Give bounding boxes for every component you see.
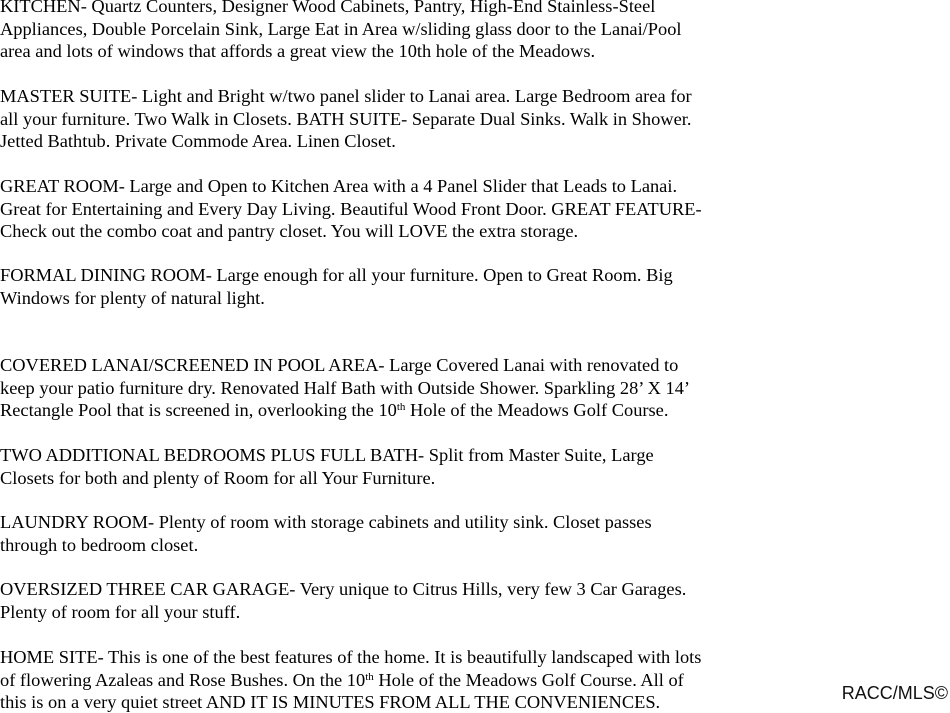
text-line: HOME SITE- This is one of the best features of the home. It is beautifully landscaped with lots (0, 647, 702, 667)
text-line: FORMAL DINING ROOM- Large enough for all your furniture. Open to Great Room. Big (0, 265, 673, 285)
paragraph-home-site (0, 646, 701, 713)
text-line: Great for Entertaining and Every Day Living. Beautiful Wood Front Door. GREAT FEATURE- (0, 198, 702, 219)
text-segment: Rectangle Pool that is screened in, overlooking the 10 (0, 400, 397, 420)
text-line: keep your patio furniture dry. Renovated Half Bath with Outside Shower. Sparkling 28’ X 14’ (0, 377, 691, 398)
text-line: MASTER SUITE- Light and Bright w/two panel slider to Lanai area. Large Bedroom area for (0, 86, 692, 106)
text-line: Jetted Bathtub. Private Commode Area. Linen Closet. (0, 131, 396, 151)
text-line: KITCHEN- Quartz Counters, Designer Wood Cabinets, Pantry, High-End Stainless-Steel (0, 0, 656, 16)
text-line: through to bedroom closet. (0, 534, 199, 555)
text-line: Appliances, Double Porcelain Sink, Large Eat in Area w/sliding glass door to the Lanai/Pool (0, 18, 682, 39)
ordinal-suffix: th (365, 670, 374, 683)
text-line: TWO ADDITIONAL BEDROOMS PLUS FULL BATH- Split from Master Suite, Large (0, 445, 654, 465)
paragraph-oversized-garage (0, 578, 686, 623)
paragraph-laundry-room (0, 511, 652, 556)
paragraph-kitchen (0, 0, 682, 63)
text-line: Check out the combo coat and pantry closet. You will LOVE the extra storage. (0, 221, 579, 241)
text-line: Plenty of room for all your stuff. (0, 601, 241, 622)
paragraph-great-room (0, 175, 702, 243)
paragraph-formal-dining-room (0, 264, 673, 309)
paragraph-covered-lanai (0, 354, 690, 422)
text-line: Windows for plenty of natural light. (0, 287, 265, 308)
mls-watermark: RACC/MLS© (841, 683, 948, 703)
text-line (0, 669, 701, 692)
text-line: OVERSIZED THREE CAR GARAGE- Very unique to Citrus Hills, very few 3 Car Garages. (0, 579, 687, 599)
text-line: LAUNDRY ROOM- Plenty of room with storage cabinets and utility sink. Closet passes (0, 512, 652, 532)
text-line: area and lots of windows that affords a great view the 10th hole of the Meadows. (0, 41, 596, 61)
ordinal-suffix: th (396, 401, 406, 413)
paragraph-master-suite (0, 85, 692, 153)
text-segment: Hole of the Meadows Golf Course. All of (373, 669, 684, 690)
text-line: GREAT ROOM- Large and Open to Kitchen Area with a 4 Panel Slider that Leads to Lanai. (0, 176, 678, 196)
text-line: all your furniture. Two Walk in Closets. BATH SUITE- Separate Dual Sinks. Walk in Shower. (0, 108, 692, 129)
text-line: this is on a very quiet street AND IT IS MINUTES FROM ALL THE CONVENIENCES. (0, 692, 661, 712)
text-line: Closets for both and plenty of Room for all Your Furniture. (0, 467, 436, 488)
text-line: COVERED LANAI/SCREENED IN POOL AREA- Large Covered Lanai with renovated to (0, 355, 679, 375)
text-segment: Hole of the Meadows Golf Course. (405, 400, 669, 420)
text-line (0, 399, 690, 422)
paragraph-two-additional-bedrooms (0, 444, 654, 489)
text-segment: of flowering Azaleas and Rose Bushes. On the 10 (0, 669, 366, 690)
